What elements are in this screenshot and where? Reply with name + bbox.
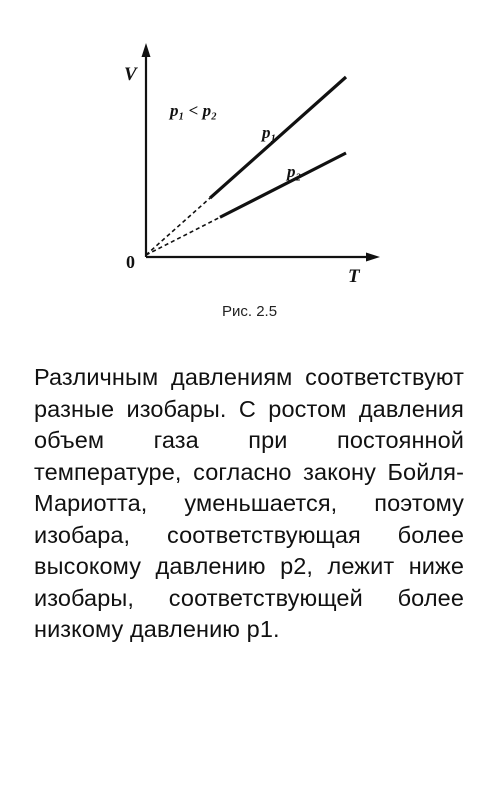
x-axis-label: T xyxy=(348,266,360,287)
figure-caption: Рис. 2.5 xyxy=(222,303,278,320)
isobar-p1-label: p₁ xyxy=(262,123,277,142)
isobar-2-line xyxy=(220,153,346,217)
pressure-relation-label: p₁ < p₂ xyxy=(170,101,218,120)
y-axis-arrow xyxy=(142,43,151,57)
origin-label: 0 xyxy=(126,252,135,272)
isobar-figure xyxy=(110,35,390,325)
y-axis-label: V xyxy=(124,64,137,85)
explanation-paragraph: Различным давлениям соответствуют разные изобары. С ростом давления объем газа при постоянной температуре, согласно закону Бойля-Мариотта, уменьшается, поэтому изобара, соответствующая более высокому давлению p2, лежит ниже изобары, соответствующей более низкому давлению p1. xyxy=(34,364,464,642)
isobar-chart xyxy=(110,35,390,325)
isobar-p2-label: p₂ xyxy=(287,162,302,181)
x-axis-arrow xyxy=(366,253,380,262)
isobar-1-extrapolation xyxy=(146,198,210,255)
isobar-1-line xyxy=(210,77,346,198)
isobar-2-extrapolation xyxy=(146,217,220,255)
